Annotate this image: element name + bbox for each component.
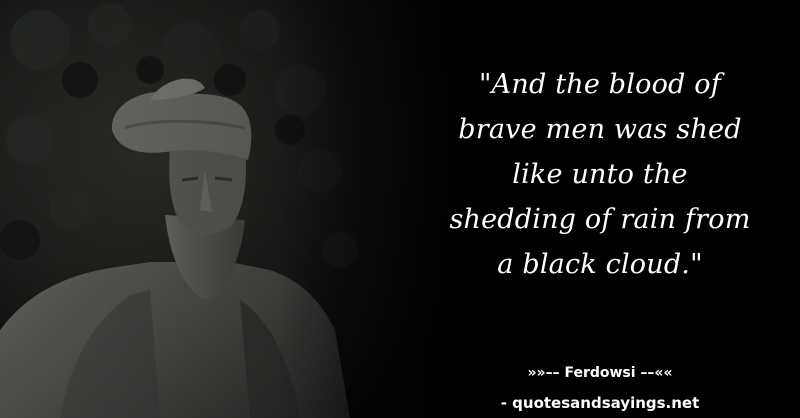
quote-line: a black cloud."	[497, 249, 703, 280]
quote-line: shedding of rain from	[449, 204, 751, 235]
quote-text	[430, 62, 770, 287]
quote-line: "And the blood of	[479, 69, 721, 100]
quote-line: brave men was shed	[458, 114, 742, 145]
quote-author: »»–– Ferdowsi ––««	[527, 365, 673, 381]
source-link[interactable]: - quotesandsayings.net	[500, 394, 700, 412]
quote-line: like unto the	[512, 159, 688, 190]
